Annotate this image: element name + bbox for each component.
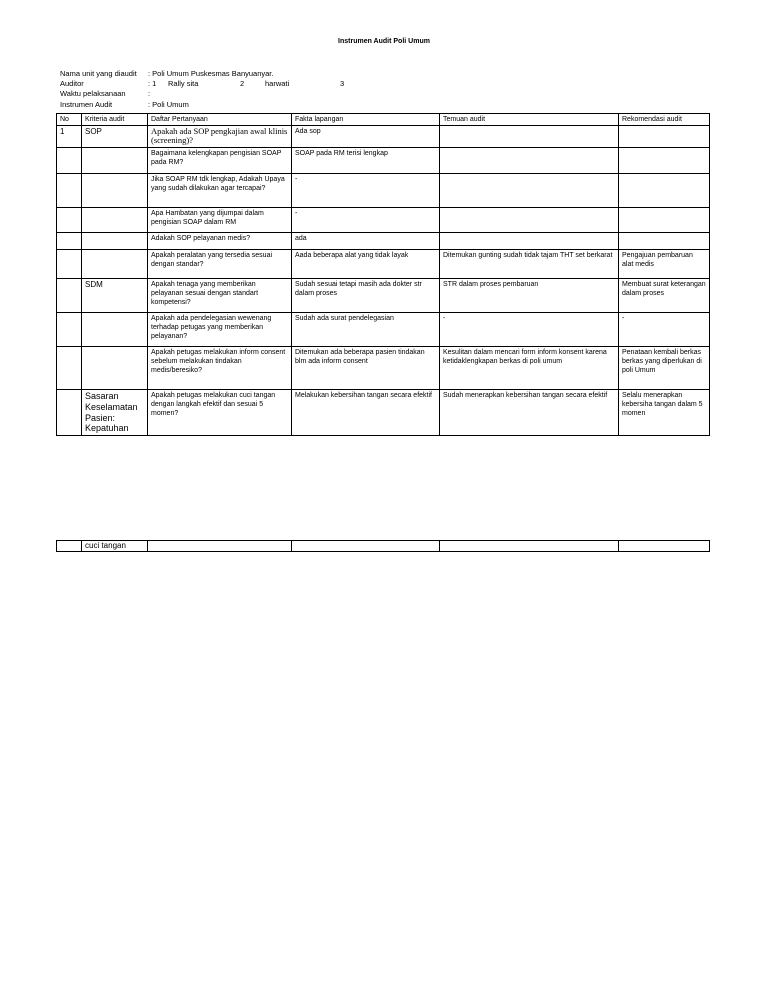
cell-temuan [440,174,619,208]
cell-rekomendasi: Selalu menerapkan kebersiha tangan dalam 5 momen [619,390,710,436]
cell-rekomendasi [619,148,710,174]
cell-fakta: - [292,208,440,233]
cell-fakta: Ada sop [292,126,440,148]
cell-rekomendasi [619,126,710,148]
page-title: Instrumen Audit Poli Umum [338,38,430,45]
cell-temuan [440,148,619,174]
cell-fakta: Melakukan kebersihan tangan secara efektif [292,390,440,436]
cell-no [57,233,82,250]
header-no: No [57,114,82,126]
cell-no [57,148,82,174]
cell-kriteria: cuci tangan [82,541,148,552]
table-row [57,250,710,279]
header-temuan: Temuan audit [440,114,619,126]
audit-table-continuation [56,540,710,552]
cell-pertanyaan: Apakah petugas melakukan cuci tangan dengan langkah efektif dan sesuai 5 momen? [148,390,292,436]
auditor-number-2: 2 [240,79,245,89]
cell-pertanyaan: Adakah SOP pelayanan medis? [148,233,292,250]
cell-rekomendasi [619,233,710,250]
cell-fakta [292,541,440,552]
cell-no [57,390,82,436]
cell-temuan [440,541,619,552]
cell-kriteria [82,233,148,250]
cell-fakta: Sudah ada surat pendelegasian [292,313,440,347]
meta-waktu-label: Waktu pelaksanaan [60,89,126,99]
cell-pertanyaan: Jika SOAP RM tdk lengkap, Adakah Upaya yang sudah dilakukan agar tercapai? [148,174,292,208]
cell-kriteria: Sasaran Keselamatan Pasien: Kepatuhan [82,390,148,436]
auditor-number-3: 3 [340,79,345,89]
cell-pertanyaan: Apakah ada SOP pengkajian awal klinis (screening)? [148,126,292,148]
cell-kriteria [82,347,148,390]
cell-kriteria: SOP [82,126,148,148]
cell-pertanyaan: Bagaimana kelengkapan pengisian SOAP pada RM? [148,148,292,174]
cell-temuan: - [440,313,619,347]
audit-table [56,113,710,436]
cell-no: 1 [57,126,82,148]
cell-no [57,347,82,390]
cell-temuan [440,208,619,233]
cell-temuan: Kesulitan dalam mencari form inform konsent karena ketidaklengkapan berkas di poli umum [440,347,619,390]
cell-rekomendasi [619,174,710,208]
auditor-name-2: harwati [265,79,290,89]
table-row [57,126,710,148]
meta-instrumen-value: : Poli Umum [148,99,189,109]
header-kriteria: Kriteria audit [82,114,148,126]
cell-rekomendasi [619,208,710,233]
meta-waktu-value: : [148,89,151,99]
table-row [57,148,710,174]
table-header-row [57,114,710,126]
cell-no [57,313,82,347]
cell-temuan: Sudah menerapkan kebersihan tangan secara efektif [440,390,619,436]
cell-temuan: Ditemukan gunting sudah tidak tajam THT set berkarat [440,250,619,279]
cell-fakta: Aada beberapa alat yang tidak layak [292,250,440,279]
cell-no [57,250,82,279]
table-row [57,233,710,250]
cell-fakta: ada [292,233,440,250]
cell-temuan [440,233,619,250]
cell-kriteria [82,148,148,174]
meta-instrumen-label: Instrumen Audit [60,99,113,109]
cell-no [57,208,82,233]
cell-rekomendasi [619,541,710,552]
cell-fakta: Ditemukan ada beberapa pasien tindakan blm ada inform consent [292,347,440,390]
cell-fakta: Sudah sesuai tetapi masih ada dokter str dalam proses [292,279,440,313]
cell-temuan: STR dalam proses pembaruan [440,279,619,313]
cell-rekomendasi: Pengajuan pembaruan alat medis [619,250,710,279]
auditor-number-1: : 1 [148,79,157,89]
cell-pertanyaan: Apakah ada pendelegasian wewenang terhadap petugas yang memberikan pelayanan? [148,313,292,347]
cell-rekomendasi: Penataan kembali berkas berkas yang diperlukan di poli Umum [619,347,710,390]
cell-fakta: - [292,174,440,208]
table-row [57,313,710,347]
cell-pertanyaan: Apakah petugas melakukan inform consent sebelum melakukan tindakan medis/beresiko? [148,347,292,390]
cell-no [57,279,82,313]
cell-kriteria [82,208,148,233]
cell-pertanyaan: Apakah tenaga yang memberikan pelayanan sesuai dengan standart kompetensi? [148,279,292,313]
header-fakta: Fakta lapangan [292,114,440,126]
table-row [57,279,710,313]
auditor-name-1: Rally sita [168,79,199,89]
header-pertanyaan: Daftar Pertanyaan [148,114,292,126]
meta-auditor-label: Auditor [60,79,84,89]
cell-kriteria [82,174,148,208]
cell-rekomendasi: - [619,313,710,347]
header-rekomendasi: Rekomendasi audit [619,114,710,126]
cell-no [57,541,82,552]
cell-pertanyaan [148,541,292,552]
table-row [57,541,710,552]
cell-fakta: SOAP pada RM terisi lengkap [292,148,440,174]
cell-pertanyaan: Apa Hambatan yang dijumpai dalam pengisian SOAP dalam RM [148,208,292,233]
meta-unit-value: : Poli Umum Puskesmas Banyuanyar. [148,69,274,78]
meta-unit-label: Nama unit yang diaudit [60,69,137,78]
cell-pertanyaan: Apakah peralatan yang tersedia sesuai dengan standar? [148,250,292,279]
cell-temuan [440,126,619,148]
cell-kriteria [82,313,148,347]
table-row [57,208,710,233]
cell-kriteria [82,250,148,279]
table-row [57,174,710,208]
table-row [57,347,710,390]
cell-rekomendasi: Membuat surat keterangan dalam proses [619,279,710,313]
cell-no [57,174,82,208]
cell-kriteria: SDM [82,279,148,313]
table-row [57,390,710,436]
